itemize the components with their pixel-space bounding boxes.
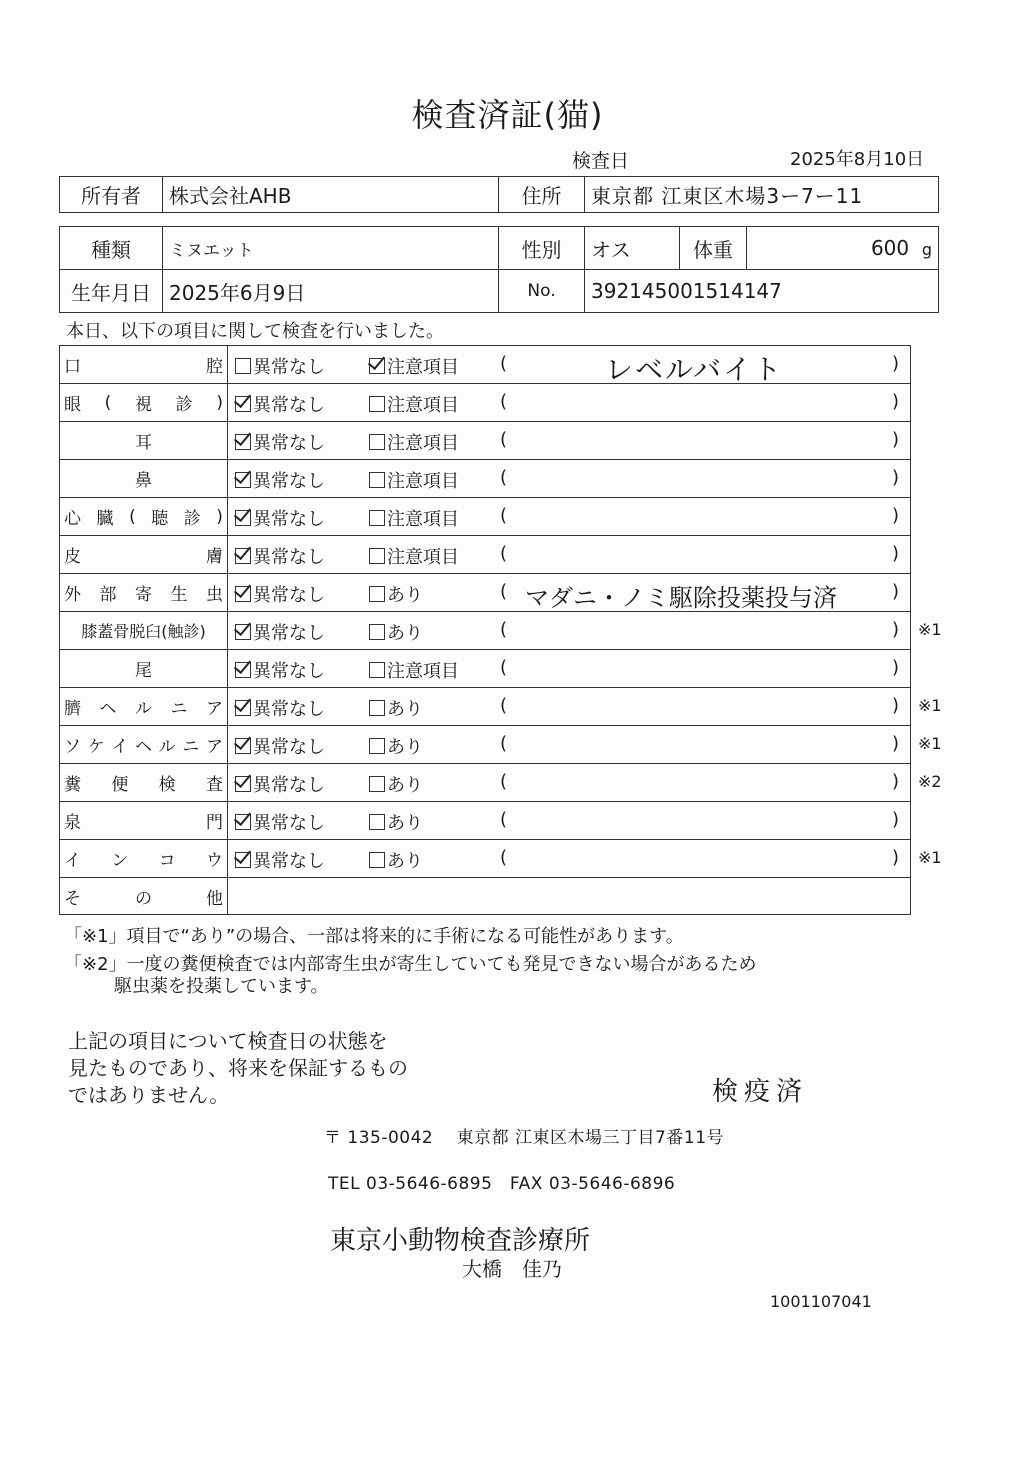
inspection-row (59, 383, 911, 421)
option-normal[interactable] (235, 429, 325, 455)
option-normal[interactable] (235, 353, 325, 379)
inspection-date-label: 検査日 (572, 150, 630, 172)
dob-label: 生年月日 (60, 270, 163, 313)
veterinarian-name: 大橋 佳乃 (462, 1257, 562, 1281)
weight-label: 体重 (680, 227, 747, 270)
option-label: 異常なし (253, 623, 325, 644)
pet-table (59, 226, 939, 313)
footnote-2-line1: 「※2」一度の糞便検査では内部寄生虫が寄生していても発見できない場合があるため (64, 954, 757, 975)
paren-open: ( (500, 391, 508, 412)
option-attention[interactable] (369, 543, 459, 569)
checkbox-icon[interactable] (369, 700, 385, 716)
row-label-char: 膚 (206, 547, 223, 567)
checkbox-icon[interactable] (369, 624, 385, 640)
option-label: あり (387, 775, 423, 796)
checkbox-icon[interactable] (369, 662, 385, 678)
paren-open: ( (500, 619, 508, 640)
paren-open: ( (500, 353, 508, 374)
row-label-char: ニ (182, 737, 200, 757)
footnote-mark: ※1 (918, 848, 942, 867)
option-label: 異常なし (253, 357, 325, 378)
row-label: 耳 (60, 422, 228, 459)
option-label: 注意項目 (387, 509, 459, 530)
paren-close: ) (892, 391, 900, 412)
no-label: No. (499, 270, 585, 313)
type-label: 種類 (60, 227, 163, 270)
row-label-char: 査 (205, 775, 223, 795)
row-label-char: ア (205, 737, 223, 757)
paren-open: ( (500, 733, 508, 754)
option-attention[interactable] (369, 733, 423, 759)
checkbox-icon[interactable] (369, 358, 385, 374)
sex-label: 性別 (499, 227, 585, 270)
checkbox-icon[interactable] (235, 548, 251, 564)
footnote-1: 「※1」項目で“あり”の場合、一部は将来的に手術になる可能性があります。 (64, 926, 684, 947)
inspection-row (59, 421, 911, 459)
row-label-char: ソ (64, 737, 81, 757)
footnote-mark: ※1 (918, 734, 942, 753)
footnote-2-line2: 駆虫薬を投薬しています。 (114, 976, 329, 997)
paren-close: ) (892, 657, 900, 678)
row-label-char: 口 (64, 357, 81, 377)
option-attention[interactable] (369, 771, 423, 797)
weight-value: 600 (870, 236, 910, 260)
option-label: 異常なし (253, 433, 325, 454)
row-label-char: ( (129, 506, 136, 527)
owner-table (59, 176, 939, 213)
row-label-char: 眼 (64, 395, 81, 415)
checkbox-icon[interactable] (369, 510, 385, 526)
row-label-char: ル (135, 699, 152, 719)
row-label (60, 384, 228, 421)
inspection-row (59, 573, 911, 611)
paren-open: ( (500, 581, 508, 602)
row-label-char: ア (206, 699, 223, 719)
row-label-char: 診 (175, 395, 193, 415)
option-attention[interactable] (369, 657, 459, 683)
paren-close: ) (892, 771, 900, 792)
pet-type: ミヌエット (163, 227, 499, 270)
row-label-char: 臓 (96, 509, 114, 529)
row-label-char: ウ (205, 851, 223, 871)
option-attention[interactable] (369, 505, 459, 531)
row-note: マダニ・ノミ駆除投薬投与済 (525, 584, 837, 612)
row-label-char: 便 (111, 775, 129, 795)
option-normal[interactable] (235, 657, 325, 683)
row-label-char: 皮 (64, 547, 81, 567)
checkbox-icon[interactable] (235, 358, 251, 374)
option-normal[interactable] (235, 581, 325, 607)
row-label-char: 臍 (64, 699, 81, 719)
option-label: 異常なし (253, 851, 325, 872)
option-normal[interactable] (235, 733, 325, 759)
option-label: 異常なし (253, 547, 325, 568)
checkbox-icon[interactable] (235, 700, 251, 716)
option-normal[interactable] (235, 809, 325, 835)
row-note: レベルバイト (605, 353, 784, 386)
option-label: 異常なし (253, 585, 325, 606)
row-label-char: の (135, 888, 152, 909)
row-label-char: ニ (170, 699, 188, 719)
checkbox-icon[interactable] (369, 814, 385, 830)
pet-weight (747, 227, 939, 270)
row-label-char: 門 (206, 813, 223, 833)
paren-close: ) (892, 467, 900, 488)
paren-open: ( (500, 847, 508, 868)
option-label: あり (387, 737, 423, 758)
row-label-char: 生 (170, 585, 188, 605)
checkbox-icon[interactable] (369, 472, 385, 488)
clinic-phone: TEL 03-5646-6895 FAX 03-5646-6896 (328, 1174, 676, 1194)
row-label-char: 外 (64, 585, 81, 605)
row-label-char: コ (158, 851, 176, 871)
row-label-char: 糞 (64, 775, 81, 795)
option-attention[interactable] (369, 695, 423, 721)
inspection-row (59, 345, 911, 386)
checkbox-icon[interactable] (235, 738, 251, 754)
paren-close: ) (892, 809, 900, 830)
row-label-char: ケ (87, 737, 105, 757)
checkbox-icon[interactable] (235, 852, 251, 868)
option-label: 異常なし (253, 775, 325, 796)
row-label-char: 検 (158, 775, 176, 795)
checkbox-icon[interactable] (235, 814, 251, 830)
option-label: 異常なし (253, 471, 325, 492)
option-normal[interactable] (235, 695, 325, 721)
checkbox-icon[interactable] (369, 738, 385, 754)
owner-name: 株式会社AHB (163, 177, 499, 213)
row-label-char: 視 (134, 395, 152, 415)
serial-number: 1001107041 (770, 1292, 872, 1311)
option-attention[interactable] (369, 429, 459, 455)
checkbox-icon[interactable] (369, 396, 385, 412)
inspection-row (59, 649, 911, 687)
pet-no: 392145001514147 (585, 270, 939, 313)
row-label-char: ) (216, 392, 223, 413)
option-label: 異常なし (253, 395, 325, 416)
option-label: 異常なし (253, 661, 325, 682)
inspection-row (59, 611, 942, 649)
option-attention[interactable] (369, 581, 423, 607)
inspection-row (59, 497, 911, 535)
checkbox-icon[interactable] (235, 624, 251, 640)
option-label: 異常なし (253, 737, 325, 758)
inspection-date: 2025年8月10日 (790, 149, 925, 170)
row-label-char: 部 (99, 585, 117, 605)
option-label: 異常なし (253, 699, 325, 720)
checkbox-icon[interactable] (235, 662, 251, 678)
option-attention[interactable] (369, 391, 459, 417)
inspection-row (59, 725, 942, 763)
option-attention[interactable] (369, 467, 459, 493)
checkbox-icon[interactable] (369, 852, 385, 868)
row-label (60, 840, 228, 877)
footnote-mark: ※1 (918, 620, 942, 639)
paren-close: ) (892, 543, 900, 564)
inspection-row (59, 839, 942, 877)
inspection-grid (59, 345, 942, 915)
row-label (60, 346, 228, 383)
checkbox-icon[interactable] (369, 548, 385, 564)
owner-address: 東京都 江東区木場3ー7ー11 (585, 177, 939, 213)
disclaimer (68, 1028, 408, 1109)
checkbox-icon[interactable] (235, 396, 251, 412)
option-normal[interactable] (235, 619, 325, 645)
checkbox-icon[interactable] (235, 434, 251, 450)
disclaimer-line: ではありません。 (68, 1083, 230, 1107)
paren-open: ( (500, 467, 508, 488)
clinic-name: 東京小動物検査診療所 (330, 1226, 591, 1256)
option-label: 注意項目 (387, 395, 459, 416)
option-label: あり (387, 851, 423, 872)
paren-close: ) (892, 695, 900, 716)
row-label-char: ン (111, 851, 129, 871)
row-label (60, 498, 228, 535)
option-normal[interactable] (235, 771, 325, 797)
option-normal[interactable] (235, 543, 325, 569)
paren-close: ) (892, 847, 900, 868)
paren-open: ( (500, 505, 508, 526)
inspection-row (59, 801, 911, 839)
row-label (60, 574, 228, 611)
checkbox-icon[interactable] (369, 776, 385, 792)
inspection-row (59, 877, 911, 915)
pet-dob: 2025年6月9日 (163, 270, 499, 313)
row-label: 膝蓋骨脱臼(触診) (60, 612, 228, 649)
row-label-char: 心 (64, 509, 81, 529)
paren-open: ( (500, 771, 508, 792)
option-attention[interactable] (369, 847, 423, 873)
row-label-char: 他 (206, 888, 223, 909)
option-label: あり (387, 813, 423, 834)
option-normal[interactable] (235, 505, 325, 531)
paren-open: ( (500, 657, 508, 678)
paren-close: ) (892, 733, 900, 754)
checkbox-icon[interactable] (235, 510, 251, 526)
checkbox-icon[interactable] (235, 472, 251, 488)
footnote-mark: ※2 (918, 772, 942, 791)
option-label: 注意項目 (387, 433, 459, 454)
paren-open: ( (500, 543, 508, 564)
option-label: 注意項目 (387, 547, 459, 568)
owner-label: 所有者 (60, 177, 163, 213)
paren-close: ) (892, 429, 900, 450)
option-label: 異常なし (253, 509, 325, 530)
row-label (60, 878, 228, 914)
row-label: 尾 (60, 650, 228, 687)
option-label: あり (387, 623, 423, 644)
paren-open: ( (500, 809, 508, 830)
option-attention[interactable] (369, 809, 423, 835)
row-label-char: ヘ (134, 737, 152, 757)
option-normal[interactable] (235, 467, 325, 493)
row-label-char: ) (216, 506, 223, 527)
option-label: 注意項目 (387, 661, 459, 682)
paren-close: ) (892, 505, 900, 526)
option-attention[interactable] (369, 353, 459, 379)
paren-open: ( (500, 429, 508, 450)
option-label: あり (387, 585, 423, 606)
row-label-char: 虫 (206, 585, 223, 605)
paren-open: ( (500, 695, 508, 716)
row-label (60, 764, 228, 801)
option-label: 注意項目 (387, 357, 459, 378)
inspection-row (59, 687, 942, 725)
inspection-row (59, 459, 911, 497)
paren-close: ) (892, 353, 900, 374)
inspection-row (59, 535, 911, 573)
paren-close: ) (892, 619, 900, 640)
row-label-char: ( (104, 392, 112, 413)
row-label (60, 536, 228, 573)
disclaimer-line: 上記の項目について検査日の状態を (68, 1029, 388, 1053)
row-label-char: 泉 (64, 813, 81, 833)
option-attention[interactable] (369, 619, 423, 645)
intro-text: 本日、以下の項目に関して検査を行いました。 (66, 321, 444, 342)
checkbox-icon[interactable] (369, 586, 385, 602)
row-label-char: イ (64, 851, 81, 871)
row-label (60, 726, 228, 763)
pet-sex: オス (585, 227, 680, 270)
row-label (60, 802, 228, 839)
row-label-char: 寄 (135, 585, 152, 605)
row-label-char: イ (111, 737, 129, 757)
clinic-address: 〒 135-0042 東京都 江東区木場三丁目7番11号 (324, 1128, 725, 1148)
paren-close: ) (892, 581, 900, 602)
option-normal[interactable] (235, 391, 325, 417)
row-label-char: そ (64, 888, 81, 909)
row-label-char: 聴 (151, 509, 169, 529)
checkbox-icon[interactable] (235, 776, 251, 792)
disclaimer-line: 見たものであり、将来を保証するもの (68, 1056, 408, 1080)
row-label-char: ル (158, 737, 176, 757)
row-label: 鼻 (60, 460, 228, 497)
row-label-char: ヘ (99, 699, 117, 719)
row-label (60, 688, 228, 725)
option-label: 注意項目 (387, 471, 459, 492)
row-label-char: 腔 (206, 357, 223, 377)
address-label: 住所 (499, 177, 585, 213)
option-label: あり (387, 699, 423, 720)
checkbox-icon[interactable] (235, 586, 251, 602)
page-title: 検査済証(猫) (411, 96, 604, 134)
inspection-row (59, 763, 942, 801)
row-label-char: 診 (183, 509, 201, 529)
weight-unit: g (921, 240, 932, 259)
footnote-mark: ※1 (918, 696, 942, 715)
checkbox-icon[interactable] (369, 434, 385, 450)
quarantine-stamp: 検疫済 (712, 1077, 809, 1107)
option-normal[interactable] (235, 847, 325, 873)
option-label: 異常なし (253, 813, 325, 834)
